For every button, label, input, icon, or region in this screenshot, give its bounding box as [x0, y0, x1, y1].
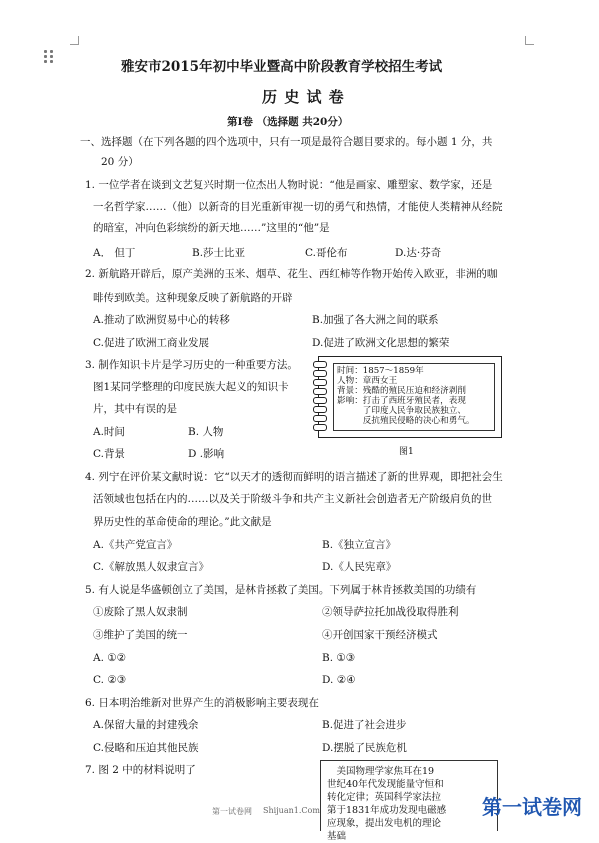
question-5-line: 5. 有人说是华盛顿创立了美国，是林肯拯救了美国。下列属于林肯拯救美国的功绩有 — [85, 584, 477, 596]
question-6-option-a[interactable]: A.保留大量的封建残余 — [93, 719, 199, 731]
question-4-option-a[interactable]: A.《共产党宣言》 — [93, 539, 178, 551]
footer-site-url: Shijuan1.Com — [263, 806, 320, 815]
question-5-subitem: ②领导萨拉托加战役取得胜利 — [322, 606, 459, 618]
question-3-option-c[interactable]: C.背景 — [93, 448, 125, 460]
question-4-option-d[interactable]: D.《人民宪章》 — [322, 561, 397, 573]
question-1-line: 的暗室，冲向色彩缤纷的新天地……”这里的“他”是 — [93, 222, 330, 234]
question-3-option-a[interactable]: A.时间 — [93, 426, 125, 438]
figure-2-line: 基础 — [327, 831, 347, 842]
question-2-line: 2. 新航路开辟后，原产美洲的玉米、烟草、花生、西红柿等作物开始传入欧亚，非洲的咖 — [85, 268, 498, 280]
card-line-impact: 反抗殖民侵略的决心和勇气。 — [337, 416, 475, 426]
question-4-option-c[interactable]: C.《解放黑人奴隶宣言》 — [93, 561, 209, 573]
footer-site-name: 第一试卷网 — [212, 807, 252, 816]
question-6-option-c[interactable]: C.侵略和压迫其他民族 — [93, 742, 199, 754]
figure-2-line: 转化定律；英国科学家法拉 — [327, 792, 442, 803]
question-2-option-b[interactable]: B.加强了各大洲之间的联系 — [312, 314, 439, 326]
question-2-option-c[interactable]: C.促进了欧洲工商业发展 — [93, 337, 209, 349]
question-3-line: 图1某同学整理的印度民族大起义的知识卡 — [93, 381, 289, 393]
question-1-option-d[interactable]: D.达·芬奇 — [395, 247, 442, 259]
question-6-option-d[interactable]: D.摆脱了民族危机 — [322, 742, 407, 754]
question-1-option-c[interactable]: C.哥伦布 — [305, 247, 348, 259]
figure-1-caption: 图1 — [399, 447, 414, 457]
question-5-subitem: ③维护了美国的统一 — [93, 629, 188, 641]
card-line-impact: 了印度人民争取民族独立、 — [337, 406, 466, 416]
figure-1-knowledge-card — [318, 356, 502, 438]
notebook-spiral-icon — [313, 359, 327, 433]
question-3-line: 3. 制作知识卡片是学习历史的一种重要方法。 — [85, 359, 298, 371]
question-1-line: 一名哲学家……（他）以新奇的目光重新审视一切的勇气和热情，才能使人类精神从经院 — [93, 201, 503, 213]
drag-handle-icon[interactable] — [44, 50, 54, 64]
instructions-line: 20 分） — [101, 156, 139, 168]
question-2-option-d[interactable]: D.促进了欧洲文化思想的繁荣 — [312, 337, 450, 349]
question-5-option-d[interactable]: D. ②④ — [322, 674, 356, 686]
question-4-line: 界历史性的革命使命的理论。”此文献是 — [93, 516, 272, 528]
instructions-line: 一、选择题（在下列各题的四个选项中，只有一项是最符合题目要求的。每小题 1 分，共 — [80, 136, 493, 148]
figure-2-line: 美国物理学家焦耳在19 — [327, 766, 435, 777]
crop-mark-icon — [70, 36, 79, 45]
question-6-option-b[interactable]: B.促进了社会进步 — [322, 719, 407, 731]
figure-2-text-box — [320, 760, 498, 842]
question-5-subitem: ④开创国家干预经济模式 — [322, 629, 438, 641]
question-3-option-d[interactable]: D .影响 — [188, 448, 225, 460]
question-5-option-a[interactable]: A. ①② — [93, 652, 127, 664]
card-line-background: 背景：残酷的殖民压迫和经济剥削 — [337, 386, 466, 396]
question-7-line: 7. 图 2 中的材料说明了 — [85, 764, 196, 776]
question-4-line: 4. 列宁在评价某文献时说：它“以天才的透彻而鲜明的语言描述了新的世界观，即把社会生 — [85, 471, 503, 483]
question-4-line: 活领域也包括在内的……以及关于阶级斗争和共产主义新社会创造者无产阶级肩负的世 — [93, 493, 492, 505]
question-3-line: 片，其中有误的是 — [93, 403, 177, 415]
question-3-option-b[interactable]: B. 人物 — [188, 426, 224, 438]
question-5-option-c[interactable]: C. ②③ — [93, 674, 127, 686]
card-content — [333, 363, 495, 431]
question-1-option-a[interactable]: A． 但丁 — [93, 247, 136, 259]
section-heading: 第Ⅰ卷 （选择题 共20分） — [227, 116, 349, 128]
question-2-line: 啡传到欧美。这种现象反映了新航路的开辟 — [93, 292, 293, 304]
card-line-impact: 影响：打击了西班牙殖民者，表现 — [337, 396, 466, 406]
question-2-option-a[interactable]: A.推动了欧洲贸易中心的转移 — [93, 314, 230, 326]
question-4-option-b[interactable]: B.《独立宣言》 — [322, 539, 397, 551]
question-6-line: 6. 日本明治维新对世界产生的消极影响主要表现在 — [85, 697, 319, 709]
question-1-option-b[interactable]: B.莎士比亚 — [192, 247, 246, 259]
crop-mark-icon — [525, 36, 534, 45]
subject-title: 历 史 试 卷 — [262, 88, 345, 106]
watermark-logo: 第一试卷网 — [482, 795, 582, 819]
exam-title: 雅安市2015年初中毕业暨高中阶段教育学校招生考试 — [121, 59, 443, 75]
question-1-line: 1. 一位学者在谈到文艺复兴时期一位杰出人物时说：“他是画家、雕塑家、数学家，还是 — [85, 179, 493, 191]
question-5-option-b[interactable]: B. ①③ — [322, 652, 356, 664]
figure-2-line: 世纪40年代发现能量守恒和 — [327, 779, 444, 790]
card-line-person: 人物：章西女王 — [337, 376, 398, 386]
figure-2-line: 应现象，提出发电机的理论 — [327, 818, 442, 829]
card-line-time: 时间：1857～1859年 — [337, 366, 424, 376]
question-5-subitem: ①废除了黑人奴隶制 — [93, 606, 188, 618]
figure-2-line: 第于1831年成功发现电磁感 — [327, 805, 447, 816]
